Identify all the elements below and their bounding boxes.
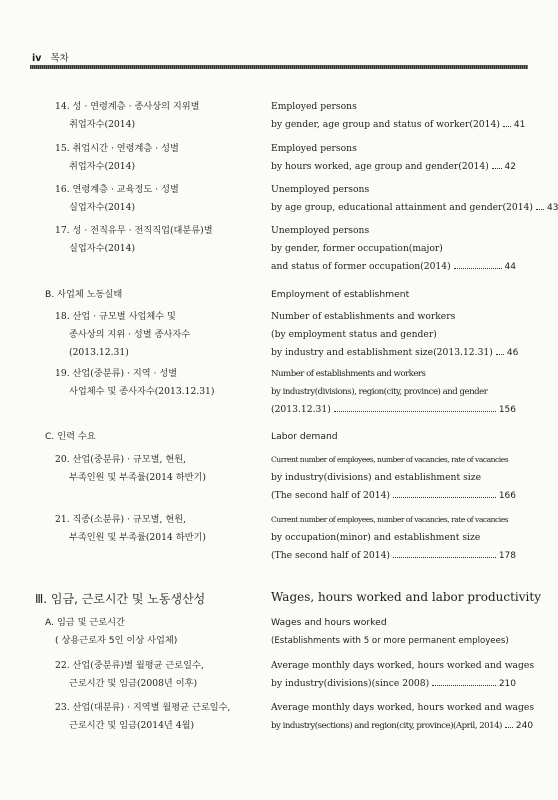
section-b-kr: B. 사업체 노동실태 bbox=[45, 289, 123, 300]
section-c-kr: C. 인력 수요 bbox=[45, 431, 96, 442]
section-a-note-kr: ( 상용근로자 5인 이상 사업체) bbox=[55, 635, 178, 646]
page-header bbox=[32, 50, 69, 64]
header-rule bbox=[30, 65, 528, 69]
chapter-iii-en: Wages, hours worked and labor productivity bbox=[271, 590, 541, 604]
page-ref: 156 bbox=[498, 405, 516, 415]
page-ref: 44 bbox=[504, 262, 516, 272]
page-ref: 178 bbox=[498, 551, 516, 561]
section-a-en: Wages and hours worked bbox=[271, 617, 387, 628]
page-ref: 41 bbox=[513, 120, 526, 130]
section-a-note-en: (Establishments with 5 or more permanent employees) bbox=[271, 636, 509, 646]
section-c-en: Labor demand bbox=[271, 431, 338, 442]
page-ref: 42 bbox=[504, 162, 516, 172]
chapter-iii-kr: Ⅲ. 임금, 근로시간 및 노동생산성 bbox=[35, 592, 206, 606]
page-ref: 46 bbox=[506, 348, 519, 358]
page-ref: 166 bbox=[498, 491, 516, 501]
page-ref: 240 bbox=[515, 721, 534, 731]
page-ref: 210 bbox=[498, 679, 516, 689]
page-number: iv bbox=[32, 53, 42, 64]
header-title: 목차 bbox=[50, 53, 69, 64]
section-a-kr: A. 임금 및 근로시간 bbox=[45, 617, 125, 628]
section-b-en: Employment of establishment bbox=[271, 289, 410, 300]
page-ref: 43 bbox=[547, 203, 558, 213]
